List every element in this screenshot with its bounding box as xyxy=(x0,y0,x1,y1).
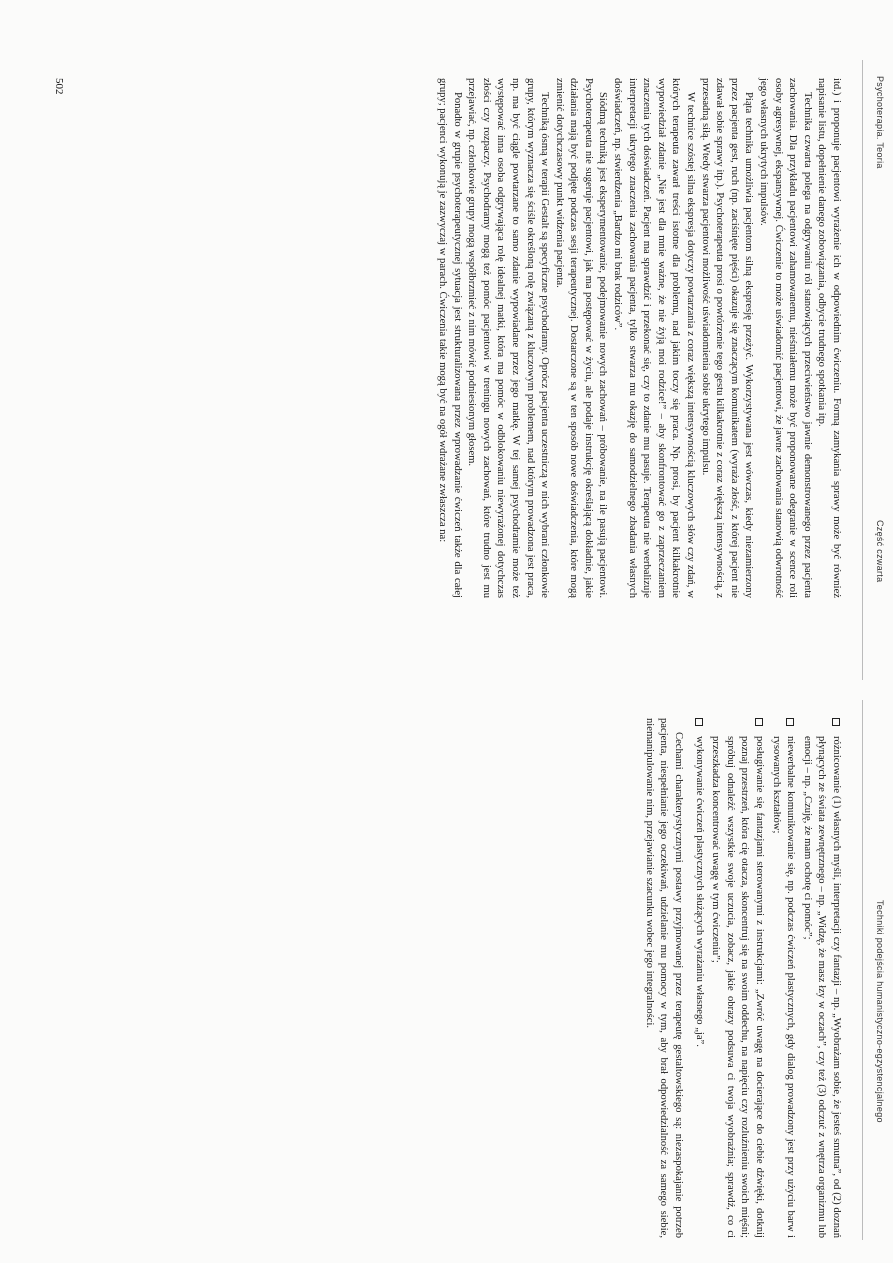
paragraph: Piąta technika umożliwia pacjentom silną ekspresję przeżyć. Wykorzystywana jest wówczas, kiedy niezamierzony przez pacjenta gest, ruch (np. zaciśnięte pięści) okazuje się znaczącym komunikatem (wyraża złość, z której pacjent nie zdawał sobie sprawy itp.). Psychoterapeuta prosi o powtórzenie tego gestu kilkakrotnie z coraz większą intensywnością, z przesadną siłą. Wtedy stwarza pacjentowi możliwość uświadomienia sobie ukrytego impulsu. xyxy=(699,78,755,598)
bullet-item xyxy=(768,718,797,1238)
checkbox-bullet-icon xyxy=(832,718,840,726)
paragraph: Siódmą techniką jest eksperymentowanie, podejmowanie nowych zachowań – próbowanie, na ile pasują pacjentowi. Psychoterapeuta nie sugeruje pacjentowi, jak ma postępować w życiu, ale podaje instrukcję określającą dokładnie, jakie działania mają być podjęte podczas sesji terapeutycznej. Dostarczone są w ten sposób nowe doświadczenia, które mogą zmienić dotychczasowy punkt widzenia pacjenta. xyxy=(553,78,609,598)
right-column xyxy=(641,718,843,1238)
bullet-item xyxy=(708,718,766,1238)
bullet-text: posługiwanie się fantazjami sterowanymi z instrukcjami: „Zwróć uwagę na docierające do ciebie dźwięki, dotknij poznaj przestrzeń, która cię otacza, skoncentruj się na swoim oddechu, na napięciu czy rozluźnieniu swoich mięśni; spróbuj odnaleźć wszystkie swoje uczucia, zobacz, jakie obrazy podsuwa ci twoja wyobraźnia; sprawdź, co ci przeszkadza koncentrować uwagę w tym ćwiczeniu”; xyxy=(710,736,766,1238)
bullet-item xyxy=(799,718,843,1238)
running-header-right: Techniki podejścia humanistyczno-egzystencjalnego xyxy=(875,900,885,1123)
checkbox-bullet-icon xyxy=(695,718,703,726)
header-rule-right xyxy=(862,700,863,1240)
bullet-item xyxy=(691,718,706,1238)
bullet-text: wykonywanie ćwiczeń plastycznych służących wyrażaniu własnego „ja”. xyxy=(693,736,705,1047)
checkbox-bullet-icon xyxy=(755,718,763,726)
bullet-text: niewerbalne komunikowanie się, np. podczas ćwiczeń plastycznych, gdy dialog prowadzony jest przy użyciu barw i rysowanych kształtów; xyxy=(770,736,797,1238)
paragraph: Technika czwarta polega na odgrywaniu ról stanowiących przeciwieństwo jawnie demonstrowanego przez pacjenta zachowania. Dla przykładu pacjentowi zahamowanemu, nieśmiałemu może być proponowane odegranie w scence roli osoby agresywnej, ekspansywnej. Ćwiczenie to może uświadomić pacjentowi, że jawne zachowania stanowią odwrotność jego własnych ukrytych impulsów. xyxy=(758,78,813,598)
paragraph: Techniką ósmą w terapii Gestalt są specyficzne psychodramy. Oprócz pacjenta uczestniczą w nich wybrani członkowie grupy, którym wyznacza się ściśle określoną rolę związaną z kluczowym problemem, nad którym prowadzona jest praca, np. ma być ciągle powtarzane to samo zdanie wypowiadane przez jego matkę. W tej samej psychodramie może też występować inna osoba odgrywająca rolę idealnej matki, która ma pomóc w odblokowaniu niewyrażonej dotychczas złości czy rozpaczy. Psychodramy mogą też pomóc pacjentowi w treningu nowych zachowań, które trudno jest mu przejawiać, np. członkowie grupy mogą współbrzmieć z nim mówić podniesionym głosem. xyxy=(466,78,551,598)
header-rule-left xyxy=(862,60,863,680)
bullet-text: różnicowanie (1) własnych myśli, interpretacji czy fantazji – np. „Wyobrażam sobie, że jesteś smutna”, od (2) doznań płynących ze świata zewnętrznego – np. „Widzę, że masz łzy w oczach”, czy też (3) odczuć z wnętrza organizmu lub emocji – np. „Czuję, że mam ochotę ci pomóc”; xyxy=(801,736,842,1238)
running-header-center: Część czwarta xyxy=(875,520,885,583)
left-column xyxy=(434,78,843,598)
paragraph: W technice szóstej silna ekspresja dotyczy powtarzania z coraz większą intensywnością kluczowych słów czy zdań, w których terapeuta zawarł treści istotne dla problemu, nad jakim toczy się praca. Np. prosi, by pacjent kilkakrotnie wypowiedział zdanie „Nie jest dla mnie ważne, że nie żyją moi rodzice!” – aby skonfrontować go z zaprzeczaniem znaczenia tych doświadczeń. Pacjent ma sprawdzić i przekonać się, czy to zdanie mu pasuje. Terapeuta nie werbalizuje interpretacji ukrytego znaczenia zachowania pacjenta, tylko stwarza mu okazję do samodzielnego zbadania własnych doświadczeń, np. stwierdzenia „Bardzo mi brak rodziców”. xyxy=(612,78,697,598)
paragraph: Ponadto w grupie psychoterapeutycznej sytuacja jest strukturalizowana przez wprowadzanie ćwiczeń także dla całej grupy; pacjenci wykonują je zazwyczaj w parach. Ćwiczenia takie mogą być na ogół wdrażane zwłaszcza na: xyxy=(436,78,463,598)
closing-paragraph: Cechami charakterystycznymi postawy przyjmowanej przez terapeutę gestaltowskiego są: niezaspokajanie potrzeb pacjenta, niespełnianie jego oczekiwań, udzielanie mu pomocy w tym, aby brał odpowiedzialność za samego siebie, niemanipulowanie nim, przejawianie szacunku wobec jego integralności. xyxy=(643,718,685,1238)
running-header-left: Psychoterapia. Teoria xyxy=(875,76,885,169)
checkbox-bullet-icon xyxy=(786,718,794,726)
page-number: 502 xyxy=(53,78,65,95)
paragraph: itd.) i proponuje pacjentowi wyrażenie ich w odpowiednim ćwiczeniu. Formą zamykania sprawy może być również napisanie listu, dopełnienie danego zobowiązania, odbycie trudnego spotkania itp. xyxy=(816,78,842,598)
